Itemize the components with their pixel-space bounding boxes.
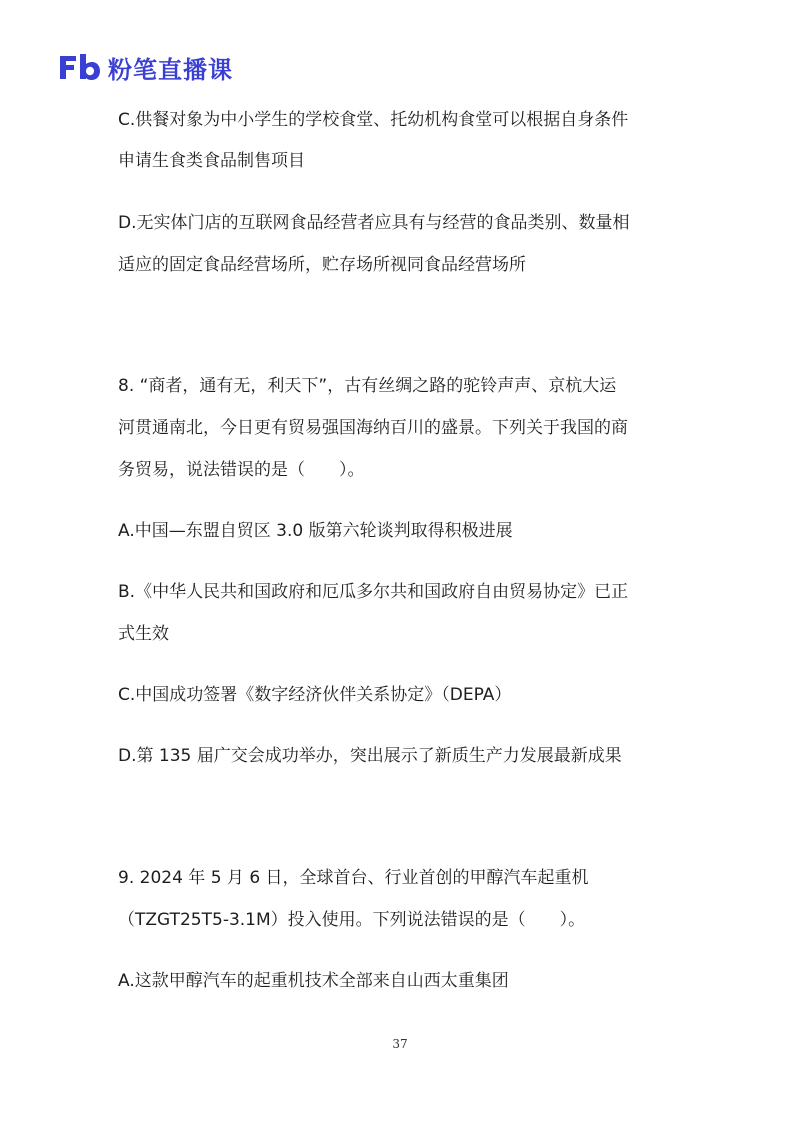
fenbi-logo-icon (58, 52, 102, 82)
option-b-cont: 式生效 (118, 624, 169, 644)
question-8-line: 8. “商者，通有无，利天下”，古有丝绸之路的驼铃声声、京杭大运 (118, 376, 617, 396)
header (58, 50, 233, 84)
text-line: C.供餐对象为中小学生的学校食堂、托幼机构食堂可以根据自身条件 (118, 110, 629, 130)
question-9-line: （TZGT25T5-3.1M）投入使用。下列说法错误的是（ ）。 (118, 910, 586, 930)
question-9-line: 9. 2024 年 5 月 6 日，全球首台、行业首创的甲醇汽车起重机 (118, 868, 589, 888)
brand-title: 粉笔直播课 (108, 55, 233, 84)
text-line: 申请生食类食品制售项目 (118, 151, 305, 171)
page-number: 37 (392, 1037, 408, 1051)
option-d: D.第 135 届广交会成功举办，突出展示了新质生产力发展最新成果 (118, 746, 622, 766)
question-8-line: 河贯通南北，今日更有贸易强国海纳百川的盛景。下列关于我国的商 (118, 418, 628, 438)
text-line: 适应的固定食品经营场所，贮存场所视同食品经营场所 (118, 255, 526, 275)
question-8-line: 务贸易，说法错误的是（ ）。 (118, 460, 365, 480)
option-b: B.《中华人民共和国政府和厄瓜多尔共和国政府自由贸易协定》已正 (118, 582, 629, 602)
option-c: C.中国成功签署《数字经济伙伴关系协定》（DEPA） (118, 685, 512, 705)
option-a: A.这款甲醇汽车的起重机技术全部来自山西太重集团 (118, 971, 509, 991)
option-a: A.中国—东盟自贸区 3.0 版第六轮谈判取得积极进展 (118, 521, 513, 541)
text-line: D.无实体门店的互联网食品经营者应具有与经营的食品类别、数量相 (118, 213, 630, 233)
